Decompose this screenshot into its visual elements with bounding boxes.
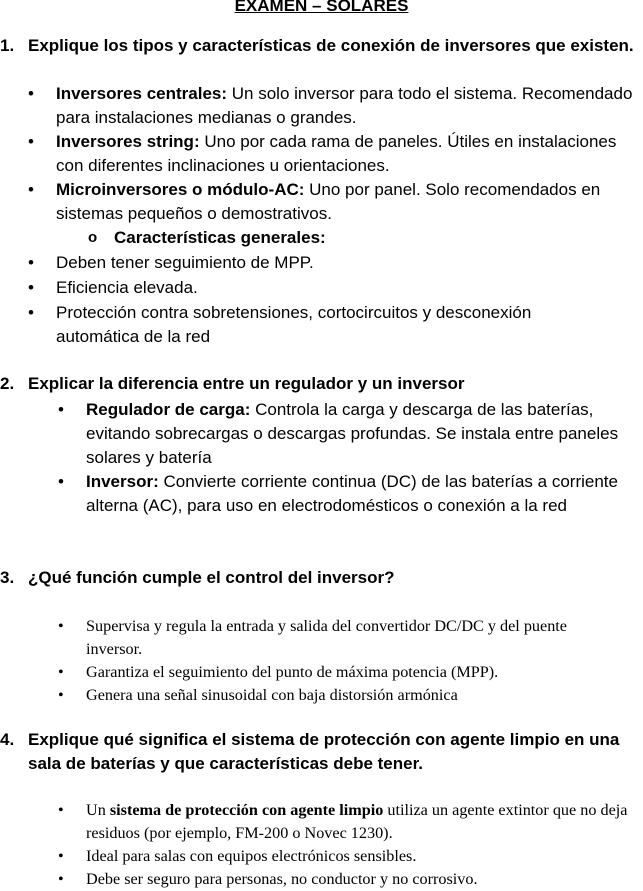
item-text: Uno por cada rama de paneles. Útiles en instalaciones con diferentes inclinaciones u orientaciones. [56,132,617,175]
item-term: Inversores centrales: [56,84,228,103]
bullet-icon: • [58,617,64,635]
item-text: Protección contra sobretensiones, cortocircuitos y desconexión automática de la red [56,303,532,346]
item-term: sistema de protección con agente limpio [109,801,384,819]
item-term: Inversor: [86,472,159,491]
list-item [58,845,639,868]
question-number: 3. [0,568,15,587]
list-item [58,684,626,707]
item-text: Eficiencia elevada. [56,278,198,297]
list-item [28,82,643,130]
list-item [28,130,643,178]
question-number: 1. [0,36,15,55]
item-term: Microinversores o módulo-AC: [56,180,305,199]
bullet-icon: • [28,278,34,297]
list-item: • Un sistema de protección con agente limpio utiliza un agente extintor que no deja residuos (por ejemplo, FM-200 o Novec 1230). [58,801,628,842]
sub-heading: o Características generales: [114,226,634,250]
bullet-icon: • [28,180,34,199]
circle-bullet-icon: o [88,229,98,246]
bullet-icon: • [28,253,34,272]
list-item [58,661,626,684]
item-text: Garantiza el seguimiento del punto de máxima potencia (MPP). [86,663,499,681]
bullet-icon: • [58,686,64,704]
bullet-icon: • [58,847,64,865]
list-item [28,301,596,349]
item-term: Regulador de carga: [86,400,251,419]
question-number: 2. [0,374,15,393]
list-item [28,276,643,300]
item-term: Inversores string: [56,132,200,151]
item-text: utiliza un agente extintor que no deja residuos (por ejemplo, FM-200 o Novec 1230). [86,801,628,842]
item-text: Genera una señal sinusoidal con baja distorsión armónica [86,686,458,704]
item-text: Debe ser seguro para personas, no conductor y no corrosivo. [86,870,478,888]
list-item [58,868,639,891]
item-text: Un solo inversor para todo el sistema. Recomendado para instalaciones medianas o grandes. [56,84,633,127]
question-text: ¿Qué función cumple el control del inversor? [28,568,395,587]
question-number: 4. [0,730,15,749]
bullet-icon: • [58,663,64,681]
item-text: Controla la carga y descarga de las baterías, evitando sobrecargas o descargas profundas. Se instala entre paneles solares y batería [86,400,619,467]
item-text: Uno por panel. Solo recomendados en sistemas pequeños o demostrativos. [56,180,601,223]
list-item [58,398,643,470]
question-text: Explique los tipos y características de conexión de inversores que existen. [28,36,634,55]
bullet-icon: • [28,84,34,103]
document-title: EXAMEN – SOLARES [234,0,409,15]
list-item [28,178,643,226]
item-text: Convierte corriente continua (DC) de las baterías a corriente alterna (AC), para uso en electrodomésticos o conexión a la red [86,472,618,515]
item-text: Supervisa y regula la entrada y salida del convertidor DC/DC y del puente inversor. [86,617,567,658]
bullet-icon: • [28,132,34,151]
list-item [58,470,643,518]
bullet-icon: • [58,472,64,491]
bullet-icon: • [58,400,64,419]
list-item [58,615,626,661]
bullet-icon: • [58,801,64,819]
list-item [28,251,643,275]
question-text: Explicar la diferencia entre un regulador y un inversor [28,374,465,393]
item-text: Deben tener seguimiento de MPP. [56,253,314,272]
bullet-icon: • [58,870,64,888]
bullet-icon: • [28,303,34,322]
question-text: Explique qué significa el sistema de protección con agente limpio en una sala de baterías y que características debe tener. [28,730,620,773]
item-text: Ideal para salas con equipos electrónicos sensibles. [86,847,417,865]
